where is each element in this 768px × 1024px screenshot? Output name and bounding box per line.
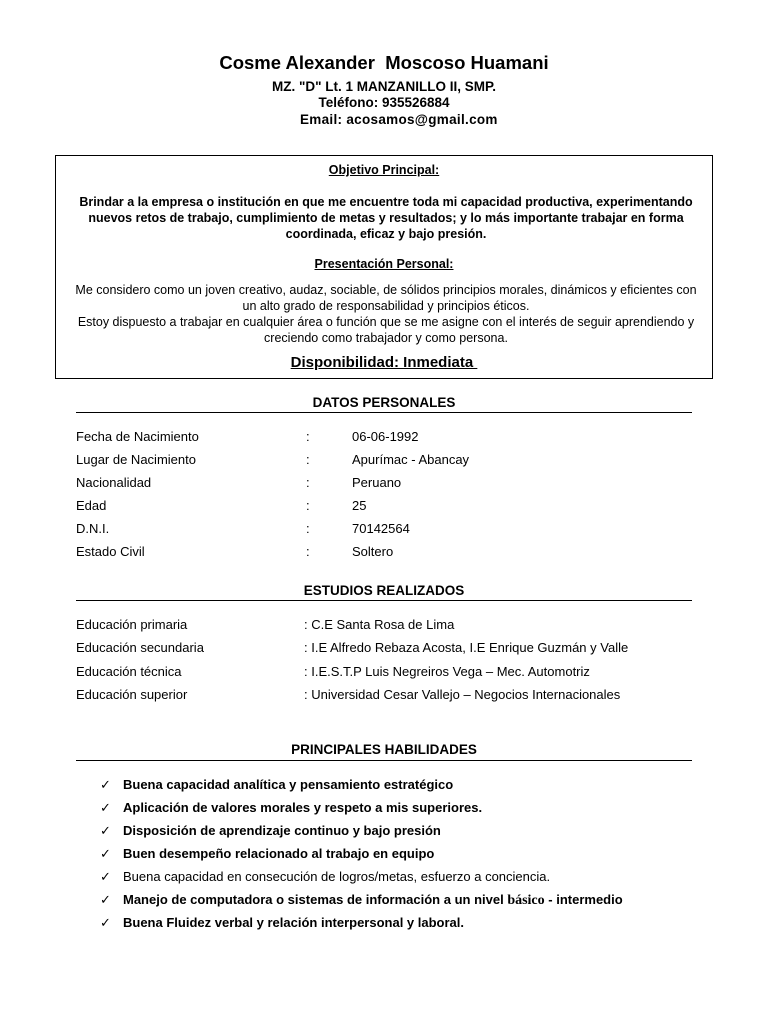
skill-text: Buena capacidad en consecución de logros/metas, esfuerzo a conciencia. <box>123 869 551 884</box>
field-label: D.N.I. <box>76 521 110 536</box>
skill-text: Buena capacidad analítica y pensamiento estratégico <box>123 777 454 792</box>
checkmark-icon: ✓ <box>100 869 111 884</box>
summary-box <box>55 155 713 379</box>
study-institution: : C.E Santa Rosa de Lima <box>304 617 455 632</box>
section-divider <box>76 760 692 761</box>
field-colon: : <box>306 452 310 467</box>
field-label: Lugar de Nacimiento <box>76 452 196 467</box>
studies-title: ESTUDIOS REALIZADOS <box>303 583 465 598</box>
skill-text: Disposición de aprendizaje continuo y bajo presión <box>123 823 441 838</box>
presentation-paragraph-1: Me considero como un joven creativo, audaz, sociable, de sólidos principios morales, dinámicos y eficientes con un alto grado de responsabilidad y principios éticos. <box>75 283 697 313</box>
phone: Teléfono: 935526884 <box>318 95 450 110</box>
field-colon: : <box>306 544 310 559</box>
checkmark-icon: ✓ <box>100 915 111 930</box>
study-level: Educación técnica <box>76 664 182 679</box>
objective-heading: Objetivo Principal: <box>328 163 440 177</box>
skills-title: PRINCIPALES HABILIDADES <box>291 742 477 757</box>
email: Email: acosamos@gmail.com <box>300 112 498 127</box>
study-level: Educación superior <box>76 687 188 702</box>
study-institution: : I.E.S.T.P Luis Negreiros Vega – Mec. Automotriz <box>304 664 590 679</box>
skill-text-tail: - intermedio <box>544 892 623 907</box>
presentation-heading: Presentación Personal: <box>314 257 454 271</box>
objective-text: Brindar a la empresa o institución en que me encuentre toda mi capacidad productiva, experimentando nuevos retos de trabajo, cumplimiento de metas y resultados; y lo más importante trabajar en forma coordinada, eficaz y bajo presión. <box>79 195 693 241</box>
field-value: 06-06-1992 <box>352 429 419 444</box>
skill-text: Aplicación de valores morales y respeto a mis superiores. <box>123 800 483 815</box>
skill-text: Buena Fluidez verbal y relación interpersonal y laboral. <box>123 915 464 930</box>
checkmark-icon: ✓ <box>100 823 111 838</box>
field-value: 25 <box>352 498 367 513</box>
field-label: Fecha de Nacimiento <box>76 429 199 444</box>
field-value: 70142564 <box>352 521 410 536</box>
field-label: Nacionalidad <box>76 475 152 490</box>
checkmark-icon: ✓ <box>100 846 111 861</box>
skill-text-part: Manejo de computadora o sistemas de información a un nivel <box>123 892 508 907</box>
field-colon: : <box>306 429 310 444</box>
skill-text: Buen desempeño relacionado al trabajo en equipo <box>123 846 435 861</box>
study-level: Educación primaria <box>76 617 188 632</box>
presentation-paragraph-2: Estoy dispuesto a trabajar en cualquier área o función que se me asigne con el interés de seguir aprendiendo y creciendo como trabajador y como persona. <box>77 315 695 345</box>
field-colon: : <box>306 475 310 490</box>
checkmark-icon: ✓ <box>100 892 111 907</box>
availability: Disponibilidad: Inmediata <box>290 354 478 371</box>
study-level: Educación secundaria <box>76 640 204 655</box>
field-value: Apurímac - Abancay <box>352 452 470 467</box>
field-colon: : <box>306 498 310 513</box>
candidate-name: Cosme Alexander Moscoso Huamani <box>219 52 549 73</box>
field-label: Estado Civil <box>76 544 145 559</box>
presentation-text <box>71 282 701 346</box>
field-value: Peruano <box>352 475 402 490</box>
field-colon: : <box>306 521 310 536</box>
field-value: Soltero <box>352 544 394 559</box>
section-divider <box>76 412 692 413</box>
checkmark-icon: ✓ <box>100 777 111 792</box>
field-label: Edad <box>76 498 107 513</box>
study-institution: : I.E Alfredo Rebaza Acosta, I.E Enrique Guzmán y Valle <box>304 640 629 655</box>
address: MZ. "D" Lt. 1 MANZANILLO II, SMP. <box>271 79 497 94</box>
skill-text <box>123 892 623 909</box>
section-divider <box>76 600 692 601</box>
personal-data-title: DATOS PERSONALES <box>312 395 456 410</box>
skill-level-word: básico <box>507 893 545 908</box>
study-institution: : Universidad Cesar Vallejo – Negocios Internacionales <box>304 687 621 702</box>
checkmark-icon: ✓ <box>100 800 111 815</box>
